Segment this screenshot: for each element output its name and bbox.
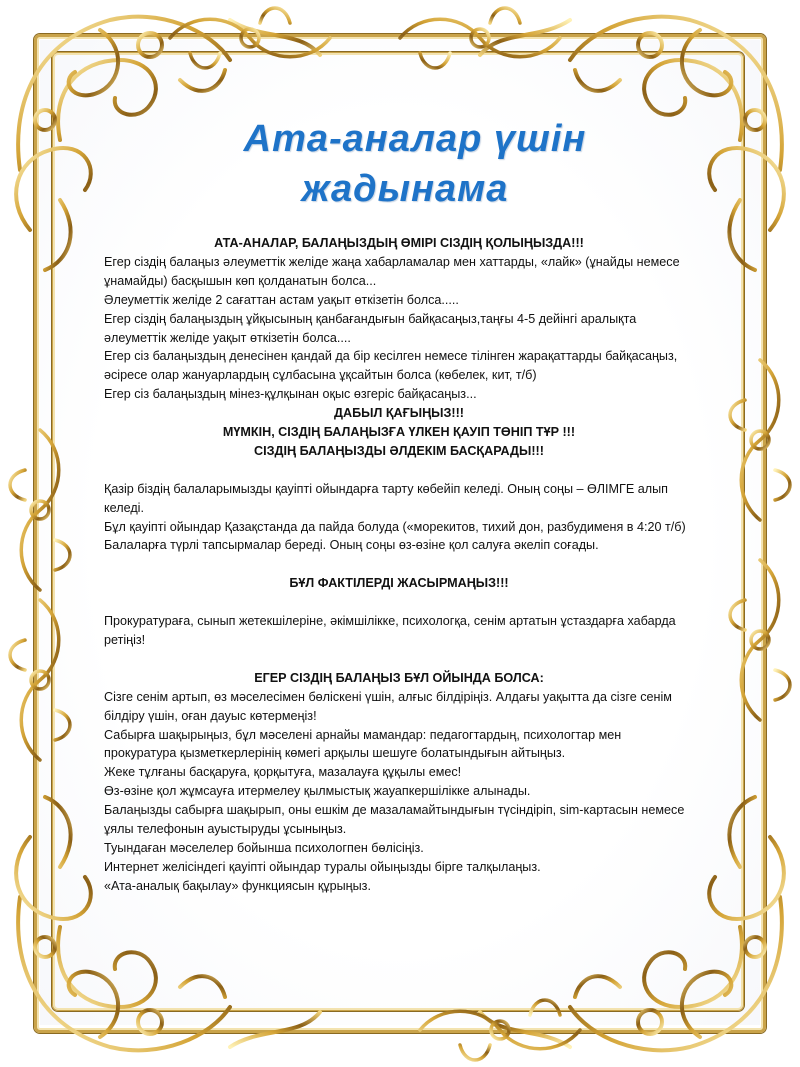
- memo-paragraph: Егер сіз балаңыздың денесінен қандай да бір кесілген немесе тілінген жарақаттарды байқасаңыз, әсіресе олар жануарлардың сұлбасына ұқсайтын болса (көбелек, кит, т/б): [104, 349, 678, 383]
- blank-line: [104, 461, 694, 480]
- section-heading: ЕГЕР СІЗДІҢ БАЛАҢЫЗ БҰЛ ОЙЫНДА БОЛСА:: [254, 670, 544, 685]
- memo-paragraph: Интернет желісіндегі қауіпті ойындар туралы ойыңызды бірге талқылаңыз.: [104, 859, 541, 874]
- memo-paragraph: Қазір біздің балаларымызды қауіпті ойындарға тарту көбейіп келеді. Оның соңы – ӨЛІМГЕ алып келеді.: [104, 481, 668, 515]
- memo-paragraph: Балаңызды сабырға шақырып, оны ешкім де мазаламайтындығын түсіндіріп, sim-картасын немесе ұялы телефонын ауыстыруды ұсыныңыз.: [104, 803, 685, 837]
- blank-line: [104, 650, 694, 669]
- memo-paragraph: Прокуратураға, сынып жетекшілеріне, әкімшілікке, психологқа, сенім артатын ұстаздарға хабарда ретіңіз!: [104, 614, 676, 647]
- memo-body: [104, 234, 694, 896]
- section-heading: ДАБЫЛ ҚАҒЫҢЫЗ!!!: [334, 406, 464, 421]
- memo-paragraph: Туындаған мәселелер бойынша психологпен бөлісіңіз.: [104, 840, 424, 855]
- memo-paragraph: Егер сіздің балаңыздың ұйқысының қанбағандығын байқасаңыз,таңғы 4-5 дейінгі аралықта әлеуметтік желіде уақыт өткізетін болса....: [104, 311, 637, 345]
- memo-paragraph: Әлеуметтік желіде 2 сағаттан астам уақыт өткізетін болса.....: [104, 292, 459, 307]
- memo-paragraph: Сізге сенім артып, өз мәселесімен бөліскені үшін, алғыс білдіріңіз. Алдағы уақытта да сізге сенім білдіру үшін, оған дауыс көтермеңіз!: [104, 689, 672, 723]
- memo-paragraph: Егер сіз балаңыздың мінез-құлқынан оқыс өзгеріс байқасаңыз...: [104, 387, 477, 402]
- title-line-1: Ата-аналар үшін: [243, 118, 587, 160]
- memo-paragraph: Өз-өзіне қол жұмсауға итермелеу қылмыстық жауапкершілікке алынады.: [104, 784, 531, 799]
- memo-paragraph: Сабырға шақырыңыз, бұл мәселені арнайы мамандар: педагогтардың, психологтар мен прокуратура қызметкерлерінің көмегі арқылы шешуге болатындығын айтыңыз.: [104, 727, 622, 761]
- blank-line: [104, 555, 694, 574]
- memo-paragraph: Бұл қауіпті ойындар Қазақстанда да пайда болуда («морекитов, тихий дон, разбудименя в 4:20 т/б): [104, 519, 686, 534]
- memo-paragraph: Жеке тұлғаны басқаруға, қорқытуға, мазалауға құқылы емес!: [104, 765, 462, 780]
- section-heading: СІЗДІҢ БАЛАҢЫЗДЫ ӘЛДЕКІМ БАСҚАРАДЫ!!!: [254, 443, 544, 458]
- memo-paragraph: Балаларға түрлі тапсырмалар береді. Оның соңы өз-өзіне қол салуға әкеліп соғады.: [104, 538, 599, 553]
- title-line-2: жадынама: [301, 168, 509, 210]
- blank-line: [104, 593, 694, 612]
- section-heading: МҮМКІН, СІЗДІҢ БАЛАҢЫЗҒА ҮЛКЕН ҚАУІП ТӨНІП ТҰР !!!: [222, 425, 576, 440]
- section-heading: БҰЛ ФАКТІЛЕРДІ ЖАСЫРМАҢЫЗ!!!: [289, 576, 509, 591]
- memo-paragraph: Егер сіздің балаңыз әлеуметтік желіде жаңа хабарламалар мен хаттарды, «лайк» (ұнайды немесе ұнамайды) басқышын көп қолданатын болса...: [104, 254, 680, 288]
- memo-paragraph: «Ата-аналық бақылау» функциясын құрыңыз.: [104, 878, 371, 893]
- section-heading: АТА-АНАЛАР, БАЛАҢЫЗДЫҢ ӨМІРІ СІЗДІҢ ҚОЛЫҢЫЗДА!!!: [214, 236, 584, 250]
